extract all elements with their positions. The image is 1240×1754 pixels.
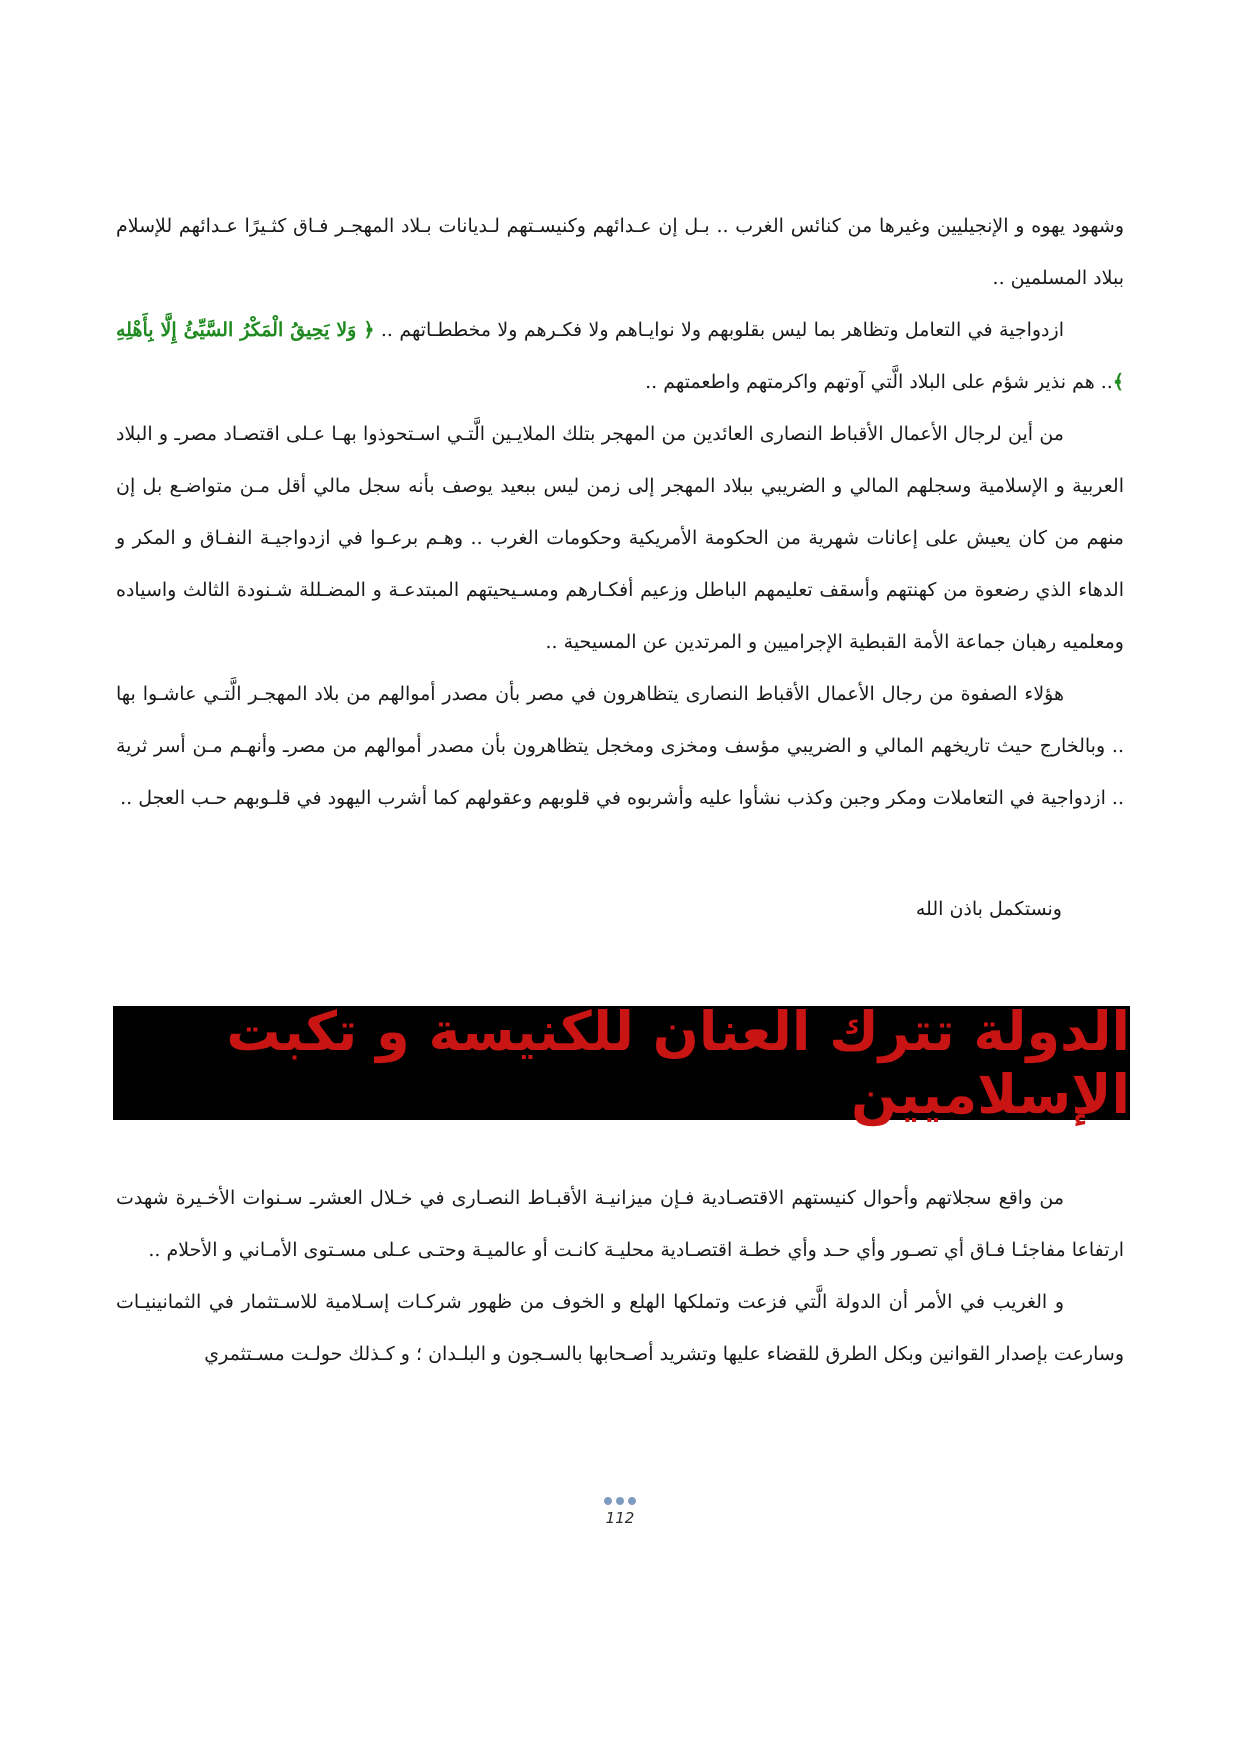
paragraph-4: هؤلاء الصفوة من رجال الأعمال الأقباط النصارى يتظاهرون في مصر بأن مصدر أموالهم من بلاد المهجـر الَّتـي عاشـوا بها .. وبالخارج حيث تاريخهم المالي و الضريبي مؤسف ومخزى ومخجل يتظاهرون بأن مصدر أموالهم من مصرـ وأنهـم مـن أسر ثرية .. ازدواجية في التعاملات ومكر وجبن وكذب نشأوا عليه وأشربوه في قلوبهم وعقولهم كما أشرب اليهود في قلـوبهم حـب العجل ..	[116, 683, 1124, 809]
top-text-block	[116, 200, 1124, 824]
paragraph-2-start: ازدواجية في التعامل وتظاهر بما ليس بقلوبهم ولا نوايـاهم ولا فكـرهم ولا مخططـاتهم ..	[374, 319, 1064, 341]
paragraph-1: وشهود يهوه و الإنجيليين وغيرها من كنائس الغرب .. بـل إن عـدائهم وكنيسـتهم لـديانات بـلاد المهجـر فـاق كثـيرًا عـدائهم للإسلام ببلاد المسلمين ..	[116, 215, 1124, 289]
section-banner	[113, 1000, 1130, 1126]
paragraph-2	[116, 304, 1124, 408]
paragraph-3: من أين لرجال الأعمال الأقباط النصارى العائدين من المهجر بتلك الملايـين الَّتـي اسـتحوذوا بهـا عـلى اقتصـاد مصرـ و البلاد العربية و الإسلامية وسجلهم المالي و الضريبي ببلاد المهجر إلى زمن ليس ببعيد يوصف بأنه سجل مالي أقل مـن متواضـع بل إن منهم من كان يعيش على إعانات شهرية من الحكومة الأمريكية وحكومات الغرب .. وهـم برعـوا في ازدواجيـة النفـاق و المكر و الدهاء الذي رضعوة من كهنتهم وأسقف تعليمهم الباطل وزعيم أفكـارهم ومسـيحيتهم المبتدعـة و المضـللة شـنودة الثالث واسياده ومعلميه رهبان جماعة الأمة القبطية الإجراميين و المرتدين عن المسيحية ..	[116, 423, 1124, 653]
page-dots-icon	[602, 1490, 638, 1500]
page-footer	[0, 1490, 1240, 1527]
page-number: 112	[605, 1509, 635, 1527]
quran-verse: ﴿ وَلا يَحِيقُ الْمَكْرُ السَّيِّئُ إِلَّا بِأَهْلِهِ ﴾	[116, 319, 1124, 393]
section-title: الدولة تترك العنان للكنيسة و تكبت الإسلاميين	[226, 1000, 1130, 1126]
paragraph-2-end: .. هم نذير شؤم على البلاد الَّتي آوتهم واكرمتهم واطعمتهم ..	[645, 371, 1113, 393]
paragraph-6: و الغريب في الأمر أن الدولة الَّتي فزعت وتملكها الهلع و الخوف من ظهور شركـات إسـلامية للاسـتثمار في الثمانينيـات وسارعت بإصدار القوانين وبكل الطرق للقضاء عليها وتشريد أصـحابها بالسـجون و البلـدان ؛ و كـذلك حولـت مسـتثمري	[116, 1291, 1124, 1365]
paragraph-5: من واقع سجلاتهم وأحوال كنيستهم الاقتصـادية فـإن ميزانيـة الأقبـاط النصـارى في خـلال العشرـ سـنوات الأخـيرة شهدت ارتفاعا مفاجئـا فـاق أي تصـور وأي حـد وأي خطـة اقتصـادية محليـة كانـت أو عالميـة وحتـى عـلى مسـتوى الأمـاني و الأحلام ..	[116, 1187, 1124, 1261]
bottom-text-block	[116, 1172, 1124, 1380]
closing-line: ونستكمل باذن الله	[915, 898, 1062, 920]
